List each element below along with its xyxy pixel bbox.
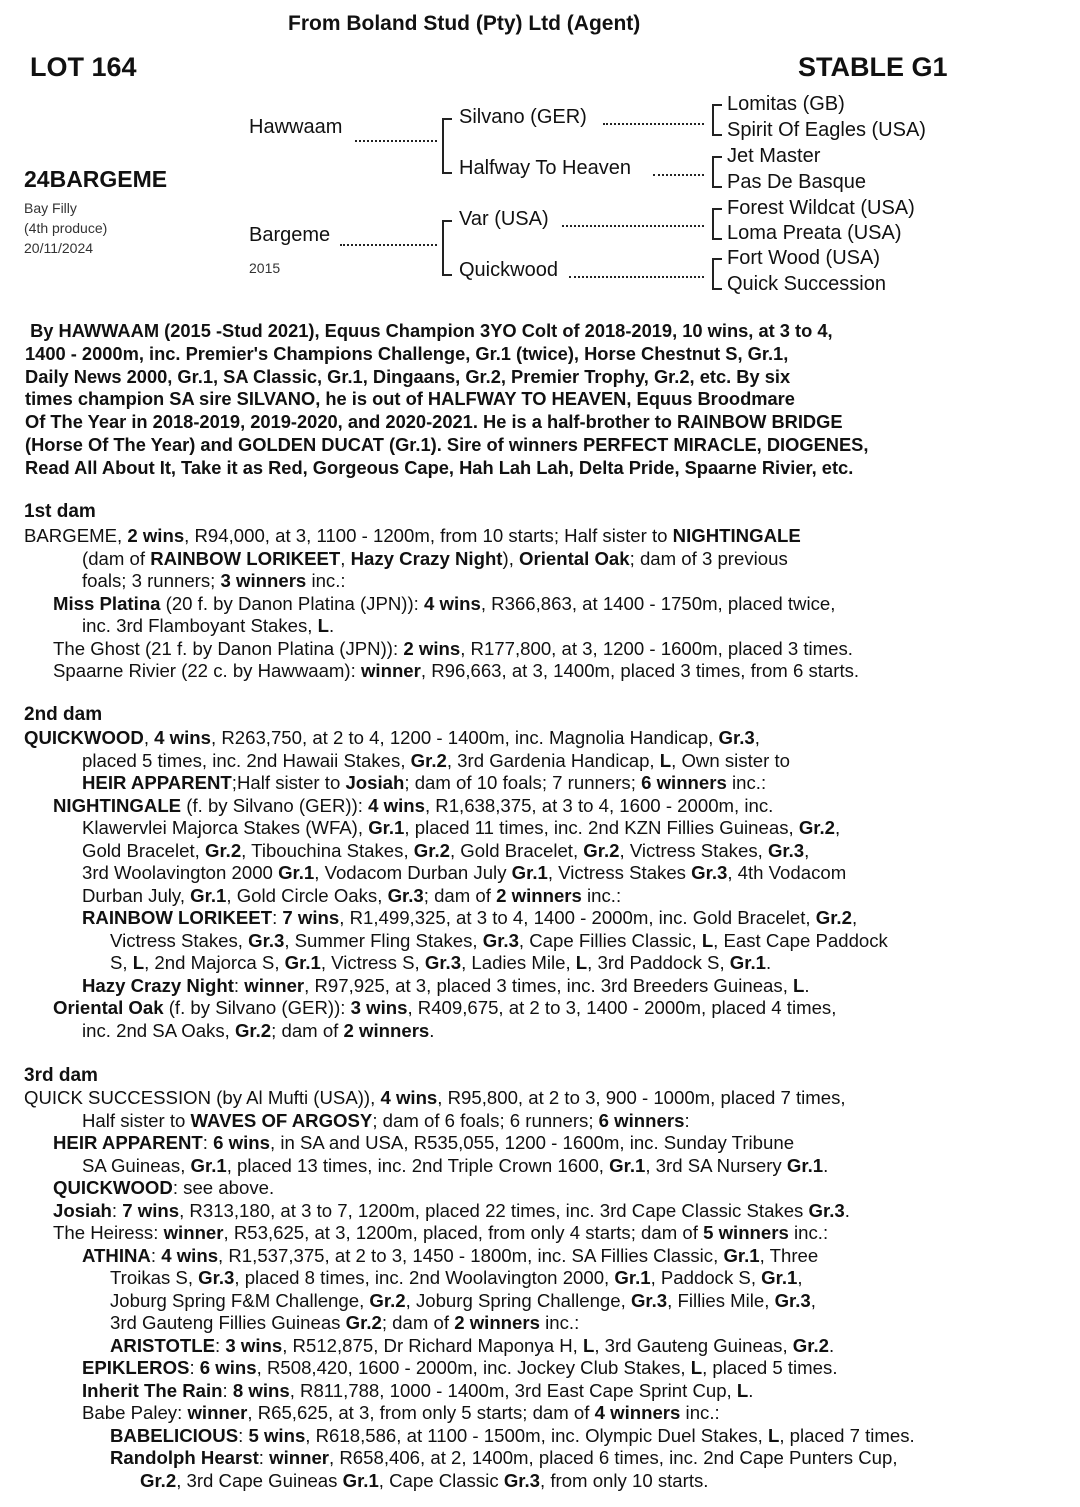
pedigree-sire: Hawwaam [249,116,343,138]
text: inc.: [788,1222,829,1243]
pedigree-entry-line [82,1245,818,1267]
bold-text: Gr.2 [234,1019,272,1041]
pedigree-bracket [712,208,722,240]
text: inc.: [539,1312,580,1333]
pedigree-entry-line [53,660,859,682]
text: , [851,907,858,928]
bold-text: Hazy Crazy Night [350,547,503,569]
text: . [429,1019,435,1041]
text: , 3rd Paddock S, [587,952,730,973]
text: : [272,907,283,928]
section-title-1st-dam: 1st dam [24,501,96,522]
sire-summary-line: times champion SA sire SILVANO, he is out of HALFWAY TO HEAVEN, Equus Broodmare [25,388,795,410]
text: , Fillies Mile, [667,1289,775,1311]
bold-text: HEIR APPARENT [53,1132,203,1153]
text: : [233,974,245,996]
text: , placed 13 times, inc. 2nd Triple Crown 1600, [226,1154,610,1176]
bold-text: 4 winners [594,1402,681,1423]
pedigree-g3-7: Fort Wood (USA) [727,247,880,269]
bold-text: 4 wins [368,794,425,816]
pedigree-bracket [442,118,452,174]
bold-text: 2 winners [343,1019,430,1041]
bold-text: Gr.3 [424,952,462,973]
text: ), [502,547,520,569]
bold-text: WAVES OF ARGOSY [190,1109,373,1131]
bold-text: L [793,974,805,996]
bold-text: L [575,952,588,973]
sire-summary [25,320,1065,480]
bold-text: 2 wins [127,525,185,546]
pedigree-entry-line [53,593,835,615]
pedigree-entry-line [82,817,840,839]
pedigree-g3-1: Lomitas (GB) [727,93,845,115]
pedigree-entry-line [110,1290,816,1312]
pedigree-sire-dam: Halfway To Heaven [459,157,631,179]
text: , R1,638,375, at 3 to 4, 1600 - 2000m, inc. [424,794,774,816]
bold-text: Josiah [345,772,405,793]
bold-text: 5 wins [248,1424,306,1446]
text: , R512,875, Dr Richard Maponya H, [282,1334,583,1356]
text: : see above. [172,1177,275,1198]
text: , Vodacom Durban July [314,862,512,883]
text: inc. 2nd SA Oaks, [82,1019,235,1041]
bold-text: Gr.1 [511,862,548,883]
bold-text: Gr.1 [729,952,766,973]
bold-text: 7 wins [122,1199,180,1221]
text: 3rd Woolavington 2000 [82,862,279,883]
sire-summary-line: Daily News 2000, Gr.1, SA Classic, Gr.1, Dingaans, Gr.2, Premier Trophy, Gr.2, etc. By six [25,365,791,387]
bold-text: 8 wins [232,1379,290,1401]
text: ; dam of [271,1019,344,1041]
pedigree-entry-line [24,727,760,749]
text: ;Half sister to [231,772,346,793]
text: , R53,625, at 3, 1200m, placed, from only 4 starts; dam of [223,1222,704,1243]
bold-text: ARISTOTLE [110,1334,216,1356]
text: , R658,406, at 2, 1400m, placed 6 times, inc. 2nd Cape Punters Cup, [329,1447,898,1468]
pedigree-entry-line [24,1087,846,1109]
bold-text: Inherit The Rain [82,1379,223,1401]
text: foals; 3 runners; [82,570,221,591]
text: : [150,1244,162,1266]
bold-text: winner [244,974,305,996]
bold-text: QUICKWOOD [53,1177,173,1198]
text: : [238,1424,249,1446]
text: , Victress Stakes, [619,839,768,861]
pedigree-connector [603,123,704,125]
bold-text: Miss Platina [53,592,161,614]
bold-text: winner [360,660,421,681]
bold-text: QUICKWOOD [24,727,144,748]
text: . [765,952,772,973]
pedigree-entry-line [82,907,857,929]
text: , [754,727,760,748]
bold-text: 4 wins [424,592,481,614]
horse-colour-sex: Bay Filly [24,200,77,216]
bold-text: Gr.3 [503,1469,541,1491]
horse-info [24,198,107,258]
text: . [804,974,810,996]
text: Half sister to [82,1109,191,1131]
text: The Heiress: [53,1222,164,1243]
pedigree-g3-6: Loma Preata (USA) [727,222,902,244]
pedigree-entry-line [82,1402,720,1424]
text: . [844,1199,850,1221]
text: , R811,788, 1000 - 1400m, 3rd East Cape Sprint Cup, [289,1379,737,1401]
text: : [684,1109,690,1131]
text: (f. by Silvano (GER)): [181,794,369,816]
pedigree-connector [355,140,437,142]
text: , Summer Fling Stakes, [284,929,483,951]
text: . [823,1154,829,1176]
bold-text: 6 wins [199,1357,257,1378]
text: BARGEME, [24,525,128,546]
text: , 3rd Gauteng Guineas, [594,1334,793,1356]
text: : [215,1334,226,1356]
pedigree-entry-line [53,1222,828,1244]
text: ; dam of 3 previous [629,547,788,569]
text: . [329,615,335,636]
bold-text: Gr.3 [718,727,755,748]
text: , R94,000, at 3, 1100 - 1200m, from 10 starts; Half sister to [184,525,673,546]
pedigree-entry-line [82,1110,690,1132]
text: , [143,727,155,748]
pedigree-g3-5: Forest Wildcat (USA) [727,197,915,219]
text: , [797,1267,803,1288]
pedigree-dam: Bargeme [249,224,331,246]
text: The Ghost (21 f. by Danon Platina (JPN)): [53,637,404,659]
bold-text: Gr.2 [369,1289,406,1311]
bold-text: Gr.2 [798,817,836,838]
text: 3rd Gauteng Fillies Guineas [110,1312,346,1333]
bold-text: Randolph Hearst [110,1447,259,1468]
text: . [748,1379,754,1401]
pedigree-entry-line [110,1267,803,1289]
text: Durban July, [82,884,191,906]
text: , R263,750, at 2 to 4, 1200 - 1400m, inc. Magnolia Handicap, [211,727,719,748]
text: : [258,1447,270,1468]
bold-text: L [767,1424,780,1446]
text: , R313,180, at 3 to 7, 1200m, placed 22 times, inc. 3rd Cape Classic Stakes [179,1199,809,1221]
text: Troikas S, [110,1267,199,1288]
pedigree-entry-line [53,1177,274,1199]
bold-text: Gr.3 [774,1289,811,1311]
text: , Cape Classic [378,1469,504,1491]
text: , [804,839,810,861]
text: , Gold Circle Oaks, [226,884,388,906]
text: , Ladies Mile, [461,952,576,973]
text: , placed 8 times, inc. 2nd Woolavington 2000, [234,1267,615,1288]
bold-text: 3 wins [225,1334,283,1356]
sire-summary-line: By HAWWAAM (2015 -Stud 2021), Equus Champion 3YO Colt of 2018-2019, 10 wins, at 3 to 4, [25,320,833,341]
text: , Three [759,1244,819,1266]
text: , 3rd SA Nursery [645,1154,787,1176]
bold-text: 6 winners [641,772,727,793]
pedigree-entry-line [82,615,334,637]
bold-text: Gr.3 [198,1267,235,1288]
pedigree-entry-line [82,548,788,570]
bold-text: Gr.3 [767,839,805,861]
text: , 3rd Cape Guineas [176,1469,343,1491]
bold-text: NIGHTINGALE [53,794,182,816]
text: inc.: [306,570,346,591]
text: ; dam of 6 foals; 6 runners; [372,1109,599,1131]
bold-text: 2 winners [496,884,582,906]
pedigree-entry-line [82,1357,837,1379]
text: ; dam of [423,884,497,906]
pedigree-entry-line [82,1020,434,1042]
text: S, [110,952,133,973]
bold-text: L [690,1357,703,1378]
bold-text: Gr.3 [482,929,519,951]
pedigree-dam-dam: Quickwood [459,259,558,281]
bold-text: L [132,952,145,973]
bold-text: Gr.2 [583,839,620,861]
bold-text: Gr.3 [630,1289,668,1311]
text: placed 5 times, inc. 2nd Hawaii Stakes, [82,749,411,771]
bold-text: Gr.1 [190,884,227,906]
text: : [111,1199,123,1221]
bold-text: 4 wins [380,1087,438,1108]
bold-text: Gr.1 [342,1469,379,1491]
pedigree-g3-2: Spirit Of Eagles (USA) [727,119,926,141]
pedigree-bracket [712,258,722,290]
text: Babe Paley: [82,1402,188,1423]
sire-summary-line: (Horse Of The Year) and GOLDEN DUCAT (Gr.1). Sire of winners PERFECT MIRACLE, DIOGENES, [25,433,869,455]
bold-text: NIGHTINGALE [672,525,801,546]
bold-text: Gr.1 [368,817,405,838]
bold-text: Gr.1 [278,862,315,883]
bold-text: 3 winners [220,570,307,591]
bold-text: L [736,1379,749,1401]
pedigree-entry-line [110,1335,834,1357]
text: QUICK SUCCESSION (by Al Mufti (USA)), [24,1087,381,1108]
text: ; dam of [381,1312,455,1333]
text: : [202,1132,214,1153]
text: , R409,675, at 2 to 3, 1400 - 2000m, placed 4 times, [407,997,837,1018]
text: , 4th Vodacom [727,862,847,883]
text: , Paddock S, [650,1267,762,1288]
pedigree-entry-line [53,638,853,660]
text: inc.: [680,1402,720,1423]
text: Victress Stakes, [110,929,249,951]
pedigree-g3-3: Jet Master [727,145,821,167]
text: inc.: [726,772,767,793]
text: , R1,537,375, at 2 to 3, 1450 - 1800m, inc. SA Fillies Classic, [218,1244,724,1266]
pedigree-entry-line [110,952,771,974]
text: , R177,800, at 3, 1200 - 1600m, placed 3 times. [460,637,853,659]
horse-name: 24BARGEME [24,166,168,192]
text: Joburg Spring F&M Challenge, [110,1289,370,1311]
pedigree-entry-line [53,1200,850,1222]
pedigree-connector [569,276,704,278]
pedigree-entry-line [82,862,846,884]
pedigree-entry-line [53,997,836,1019]
bold-text: L [659,749,672,771]
pedigree-entry-line [140,1470,708,1492]
text: , [810,1289,816,1311]
bold-text: RAINBOW LORIKEET [82,907,273,928]
text: , R95,800, at 2 to 3, 900 - 1000m, placed 7 times, [437,1087,846,1108]
pedigree-entry-line [110,1425,915,1447]
sire-summary-line: Of The Year in 2018-2019, 2019-2020, and 2020-2021. He is a half-brother to RAINBOW BRIDGE [25,411,843,433]
bold-text: 4 wins [161,1244,219,1266]
sire-summary-line: Read All About It, Take it as Red, Gorgeous Cape, Hah Lah Lah, Delta Pride, Spaarne Rivier, etc. [25,456,854,478]
bold-text: Gr.1 [284,952,321,973]
section-title-2nd-dam: 2nd dam [24,704,103,725]
bold-text: Gr.2 [792,1334,829,1356]
pedigree-sire-sire: Silvano (GER) [459,106,587,128]
text: , R97,925, at 3, placed 3 times, inc. 3rd Breeders Guineas, [304,974,794,996]
bold-text: Gr.1 [786,1154,824,1176]
text: , placed 7 times. [779,1424,915,1446]
consignor-line: From Boland Stud (Pty) Ltd (Agent) [288,12,641,35]
bold-text: Gr.3 [387,884,424,906]
bold-text: Hazy Crazy Night [82,974,234,996]
horse-produce: (4th produce) [24,220,108,236]
bold-text: 2 winners [454,1312,540,1333]
bold-text: Josiah [53,1199,112,1221]
pedigree-entry-line [53,1132,794,1154]
bold-text: Gr.1 [723,1244,760,1266]
text: : [189,1357,200,1378]
bold-text: RAINBOW LORIKEET [150,547,341,569]
pedigree-entry-line [110,930,888,952]
pedigree-entry-line [82,1380,753,1402]
pedigree-entry-line [24,525,801,547]
stable-number: STABLE G1 [798,52,948,82]
text: , Joburg Spring Challenge, [405,1289,631,1311]
text: , in SA and USA, R535,055, 1200 - 1600m, inc. Sunday Tribune [269,1132,795,1153]
text: , R618,586, at 1100 - 1500m, inc. Olympic Duel Stakes, [305,1424,768,1446]
text: inc.: [581,884,622,906]
text: : [222,1379,233,1401]
bold-text: 6 wins [213,1132,270,1153]
text: , R508,420, 1600 - 2000m, inc. Jockey Club Stakes, [256,1357,691,1378]
text: , [340,547,351,569]
text: ; dam of 10 foals; 7 runners; [404,772,642,793]
pedigree-entry-line [82,750,790,772]
text: (20 f. by Danon Platina (JPN)): [160,592,424,614]
text: , Gold Bracelet, [449,839,584,861]
pedigree-entry-line [82,772,766,794]
pedigree-g3-8: Quick Succession [727,273,886,295]
pedigree-dam-sire: Var (USA) [459,208,549,230]
text: , placed 5 times. [702,1357,838,1378]
bold-text: Gr.1 [761,1267,798,1288]
pedigree-bracket [442,220,452,276]
bold-text: Gr.3 [248,929,285,951]
bold-text: 3 wins [350,997,408,1018]
lot-number: LOT 164 [30,52,137,82]
bold-text: Gr.3 [808,1199,845,1221]
text: , placed 11 times, inc. 2nd KZN Fillies Guineas, [404,817,799,838]
text: , R1,499,325, at 3 to 4, 1400 - 2000m, inc. Gold Bracelet, [339,907,816,928]
bold-text: ATHINA [82,1244,151,1266]
bold-text: Gr.1 [609,1154,646,1176]
bold-text: HEIR APPARENT [82,772,232,793]
text: , East Cape Paddock [713,929,888,951]
pedigree-dam-year: 2015 [249,260,281,276]
pedigree-entry-line [82,885,621,907]
sire-summary-line: 1400 - 2000m, inc. Premier's Champions Challenge, Gr.1 (twice), Horse Chestnut S, Gr.1, [25,342,789,364]
text: , Own sister to [671,749,790,771]
text: Spaarne Rivier (22 c. by Hawwaam): [53,660,361,681]
bold-text: Gr.2 [413,839,450,861]
text: , from only 10 starts. [540,1469,709,1491]
pedigree-entry-line [82,975,810,997]
bold-text: 5 winners [703,1222,789,1243]
text: , R65,625, at 3, from only 5 starts; dam of [247,1402,595,1423]
pedigree-connector [562,225,704,227]
bold-text: L [582,1334,595,1356]
bold-text: Oriental Oak [519,547,630,569]
bold-text: Gr.2 [345,1312,382,1333]
text: (f. by Silvano (GER)): [163,997,351,1018]
bold-text: 2 wins [403,637,461,659]
pedigree-entry-line [82,570,346,592]
pedigree-connector [340,244,437,246]
bold-text: Gr.2 [140,1469,177,1491]
bold-text: Oriental Oak [53,997,164,1018]
bold-text: Gr.2 [410,749,447,771]
bold-text: Gr.3 [691,862,728,883]
bold-text: winner [269,1447,330,1468]
text: (dam of [82,547,151,569]
text: , [835,817,841,838]
text: SA Guineas, [82,1154,191,1176]
text: , Tibouchina Stakes, [241,839,414,861]
pedigree-bracket [712,156,722,188]
text: , R366,863, at 1400 - 1750m, placed twice, [480,592,836,614]
bold-text: L [317,615,329,636]
pedigree-entry-line [110,1447,898,1469]
bold-text: 4 wins [154,727,212,748]
text: Klawervlei Majorca Stakes (WFA), [82,817,369,838]
text: , Victress S, [320,952,425,973]
pedigree-entry-line [82,1155,828,1177]
horse-foaling-date: 20/11/2024 [24,240,94,256]
bold-text: BABELICIOUS [110,1424,239,1446]
bold-text: 6 winners [598,1109,685,1131]
pedigree-entry-line [82,840,809,862]
pedigree-entry-line [53,795,773,817]
text: , Cape Fillies Classic, [518,929,702,951]
text: , R96,663, at 3, 1400m, placed 3 times, from 6 starts. [420,660,860,681]
text: Gold Bracelet, [82,839,205,861]
bold-text: Gr.1 [190,1154,227,1176]
text: , Victress Stakes [547,862,692,883]
text: , 3rd Gardenia Handicap, [446,749,660,771]
text: inc. 3rd Flamboyant Stakes, [82,615,318,636]
text: , 2nd Majorca S, [144,952,285,973]
section-title-3rd-dam: 3rd dam [24,1065,98,1086]
bold-text: winner [187,1402,248,1423]
pedigree-g3-4: Pas De Basque [727,171,866,193]
bold-text: L [701,929,714,951]
bold-text: Gr.2 [815,907,852,928]
bold-text: 7 wins [282,907,340,928]
pedigree-entry-line [110,1312,579,1334]
bold-text: winner [163,1222,224,1243]
bold-text: EPIKLEROS [82,1357,190,1378]
pedigree-connector [653,174,704,176]
pedigree-bracket [712,104,722,136]
text: . [828,1334,835,1356]
bold-text: Gr.1 [614,1267,651,1288]
bold-text: Gr.2 [204,839,242,861]
